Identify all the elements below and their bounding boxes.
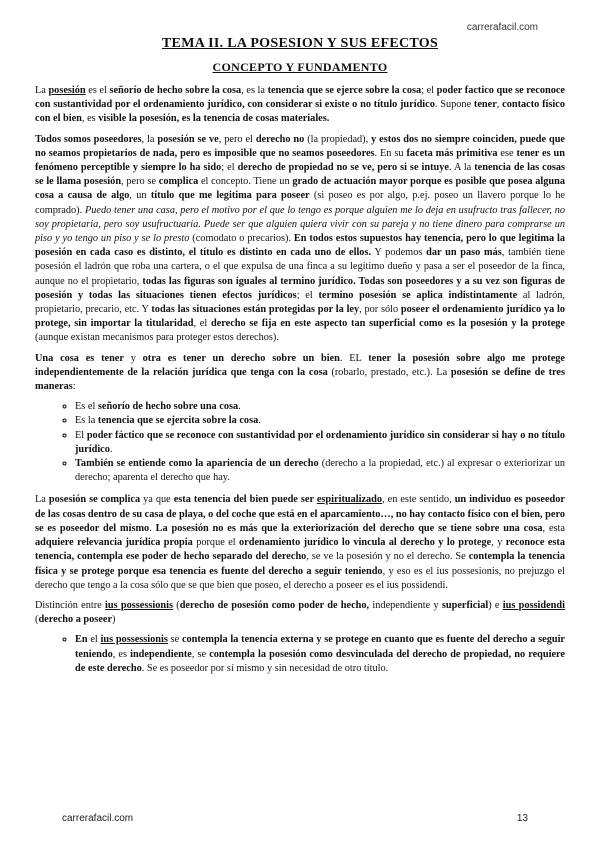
list-item <box>75 429 565 457</box>
document-body <box>35 84 565 684</box>
list-item <box>75 414 565 428</box>
text-run: (derecho a la propiedad, etc.) al expresar o exteriorizar un derecho; aparenta el derecho que hay. <box>75 458 565 484</box>
text-run: , se <box>191 648 210 660</box>
text-run: . EL <box>339 352 369 364</box>
text-run: . <box>149 522 156 534</box>
text-run: superficial <box>441 599 489 611</box>
text-run: . A la <box>448 162 475 174</box>
list-item <box>75 400 565 414</box>
text-run: (aunque existan mecanismos para proteger estos derechos). <box>35 332 279 344</box>
text-run: , <box>496 99 503 111</box>
text-run: ius possessionis <box>105 599 173 611</box>
text-run: . <box>258 415 261 427</box>
page-title: TEMA II. LA POSESION Y SUS EFECTOS <box>161 36 439 51</box>
text-run: todas las situaciones están protegidas por la ley <box>151 304 360 316</box>
text-run: , un <box>129 190 151 202</box>
text-run: reconoce esta tenencia, contempla ese poder de hecho separado del derecho <box>35 537 565 563</box>
text-run: ya que <box>140 494 174 506</box>
text-run: La <box>35 494 49 506</box>
text-run: independiente <box>130 648 192 660</box>
text-run: contempla la tenencia física y se protege porque esa tenencia es fuente del derecho a seguir teniendo <box>35 551 565 577</box>
text-run: complica <box>158 176 199 188</box>
text-run: contempla la posesión como desvinculada del derecho de propiedad, no requiere de este derecho <box>75 648 565 674</box>
text-run: espiritualizado <box>316 494 383 506</box>
text-run: posesión se define de tres maneras <box>35 366 565 393</box>
text-run: La posesión no es más que la exteriorización del derecho que se tiene sobre una cosa <box>155 522 543 534</box>
text-run: Puedo tener una casa, pero el motivo por el que lo tengo es porque alguien me lo deja en usufructo tras fallecer, no soy propietaria, pero soy usufructuaria. Puede ser que alguien quiera vivir con su pareja y no tiene dinero para comprarse un piso y yo tengo un piso y se lo presto <box>35 204 566 245</box>
text-run: . En su <box>374 147 407 159</box>
text-run: contempla la tenencia externa y se protege en cuanto que es fuente del derecho a seguir teniendo <box>75 634 565 660</box>
text-run: derecho de propiedad no se ve, pero si se intuye <box>237 162 449 174</box>
text-run: ; el <box>296 289 319 301</box>
text-run: poder fáctico que se reconoce con sustantividad por el ordenamiento jurídico sin <box>86 429 440 441</box>
text-run: dar un paso más <box>426 247 502 259</box>
text-run: ius possidendi <box>502 599 565 611</box>
text-run: tener la posesión sobre algo me protege independientemente de la relación jurídica que tenga con la cosa <box>35 352 565 378</box>
text-run: visible la posesión, es la tenencia de cosas materiales. <box>98 113 330 125</box>
text-run: tener es un fenómeno perceptible y siempre lo ha sido <box>35 147 566 174</box>
text-run: La <box>35 85 49 96</box>
text-run: (la propiedad), <box>304 133 372 145</box>
text-run: derecho de posesión como poder de hecho, <box>179 599 370 611</box>
text-run: Es el <box>75 401 98 413</box>
text-run: . <box>238 401 241 413</box>
text-run: señorío de hecho sobre una cosa <box>97 401 239 413</box>
text-run: (si poseo es por algo, p.ej. poseo un llavero porque lo he comprado). <box>35 190 565 216</box>
text-run: el <box>87 634 101 646</box>
text-run: ius possessionis <box>100 634 168 646</box>
text-run: tenencia de las cosas se le llama posesión <box>35 162 566 188</box>
page-number: 13 <box>516 813 528 824</box>
section-subtitle: CONCEPTO Y FUNDAMENTO <box>212 60 388 74</box>
text-run: , el <box>193 318 211 330</box>
paragraph-poseedores <box>35 133 565 346</box>
text-run: faceta más primitiva <box>406 147 498 159</box>
text-run: , se ve la posesión y no el derecho. Se <box>306 551 469 563</box>
text-run: porque el <box>192 537 240 549</box>
definitions-list <box>35 400 565 485</box>
text-run: ) <box>112 614 116 626</box>
text-run: ( <box>35 614 39 626</box>
text-run: esta tenencia del bien puede ser <box>173 494 317 506</box>
text-run: , es la <box>241 85 268 96</box>
text-run: (robarlo, prestado, etc.). La <box>327 366 451 378</box>
list-item <box>75 457 565 485</box>
text-run: y <box>123 352 143 364</box>
text-run: un individuo es poseedor de las cosas dentro de su casa de playa, o del coche que está en el aparcamiento…, no hay contacto físico con el bien, pero se es poseedor del mismo <box>35 494 566 534</box>
text-run: otra es tener un derecho sobre un bien <box>142 352 340 364</box>
text-run: ) e <box>488 599 503 611</box>
text-run: El <box>75 429 87 441</box>
text-run: , pero se <box>121 176 159 188</box>
text-run: al ladrón, propietario, precario, etc. Y <box>35 289 565 316</box>
text-run: Todos somos poseedores <box>35 133 142 145</box>
text-run: considerar si hay o no título jurídico <box>75 429 565 455</box>
text-run: , también tiene posesión el ladrón que roba una cartera, o el que expulsa de una finca a su legítimo dueño y pasa a ser el poseedor de la finca, aunque no el propietario, <box>35 247 566 287</box>
text-run: , y eso es el ius possesionis, no prejuzgo el derecho que tengo a la cosa sólo que se que bien que poseo, el derecho a poseer es el ius possidendi. <box>35 565 565 591</box>
text-run: , pero el <box>218 133 256 145</box>
text-run: Y podemos <box>371 247 427 259</box>
text-run: En <box>75 634 88 646</box>
paragraph-tener-derecho <box>35 352 565 395</box>
text-run: tenencia que se ejercita sobre la cosa <box>97 415 259 427</box>
ius-list <box>35 633 565 676</box>
text-run: (comodato o precarios). <box>189 233 294 245</box>
text-run: , es <box>81 113 99 125</box>
text-run: ( <box>172 599 180 611</box>
text-run: ; el <box>221 162 238 174</box>
text-run: tener <box>473 99 497 111</box>
text-run: grado de actuación mayor porque es posible que posea alguna cosa a causa de algo <box>35 176 566 202</box>
text-run: posesión se complica <box>48 494 141 506</box>
text-run: , por sólo <box>359 304 401 316</box>
text-run: y estos dos no siempre coinciden, puede que no seamos propietarios de nada, pero es imposible que no seamos poseedores <box>35 133 565 159</box>
text-run: También se entiende como la apariencia de un derecho <box>75 458 319 470</box>
text-run: . <box>109 443 113 455</box>
text-run: poder factico que se reconoce con sustantividad por el ordenamiento jurídico, con considerar si existe o no título jurídico <box>35 85 565 111</box>
footer-url: carrerafacil.com <box>62 813 134 824</box>
text-run: el concepto. Tiene un <box>198 176 293 188</box>
text-run: derecho a poseer <box>38 614 113 626</box>
text-run: posesión se ve <box>157 133 219 145</box>
text-run: . Supone <box>434 99 474 111</box>
text-run: tenencia que se ejerce sobre la cosa <box>267 85 422 96</box>
text-run: todas las figuras son iguales al termino jurídico. Todas son poseedores y a su vez son figuras de posesión y todas las situaciones tienen efectos jurídicos <box>35 275 566 301</box>
text-run: derecho no <box>255 133 305 145</box>
text-run: es el <box>85 85 110 96</box>
text-run: termino posesión se aplica indistintamente <box>318 289 518 301</box>
text-run: , es <box>112 648 131 660</box>
list-item <box>75 633 565 676</box>
text-run: : <box>72 381 76 393</box>
text-run: , esta <box>542 522 565 534</box>
text-run: adquiere relevancia jurídica propia <box>35 537 193 549</box>
text-run: contacto físico con el bien <box>35 99 565 125</box>
text-run: , y <box>491 537 506 549</box>
paragraph-espiritualizado <box>35 493 565 592</box>
text-run: se <box>167 634 182 646</box>
text-run: Es la <box>75 415 98 427</box>
text-run: título que me legitima para poseer <box>150 190 310 202</box>
text-run: , en este sentido, <box>382 494 455 506</box>
text-run: , la <box>141 133 158 145</box>
text-run: ordenamiento jurídico lo vincula al derecho y lo protege <box>239 537 492 549</box>
paragraph-definition <box>35 84 565 127</box>
text-run: ; el <box>421 85 437 96</box>
text-run: Una cosa es tener <box>35 352 124 364</box>
text-run: . Se es poseedor por sí mismo y sin necesidad de otro título. <box>141 662 389 674</box>
site-header-url: carrerafacil.com <box>466 22 538 33</box>
text-run: independiente y <box>369 599 442 611</box>
text-run: poseer el ordenamiento jurídico ya lo protege, sin importar la titularidad <box>35 304 565 330</box>
text-run: ese <box>497 147 517 159</box>
text-run: derecho se fija en este aspecto tan superficial como es la posesión y la protege <box>210 318 565 330</box>
paragraph-distincion <box>35 599 565 627</box>
text-run: Distinción entre <box>35 599 106 611</box>
text-run: En todos estos supuestos hay tenencia, pero lo que legitima la posesión en cada caso es distinto, el título es distinto en cada uno de ellos. <box>35 233 565 259</box>
text-run: señorío de hecho sobre la cosa <box>109 85 242 96</box>
text-run: posesión <box>48 85 86 96</box>
